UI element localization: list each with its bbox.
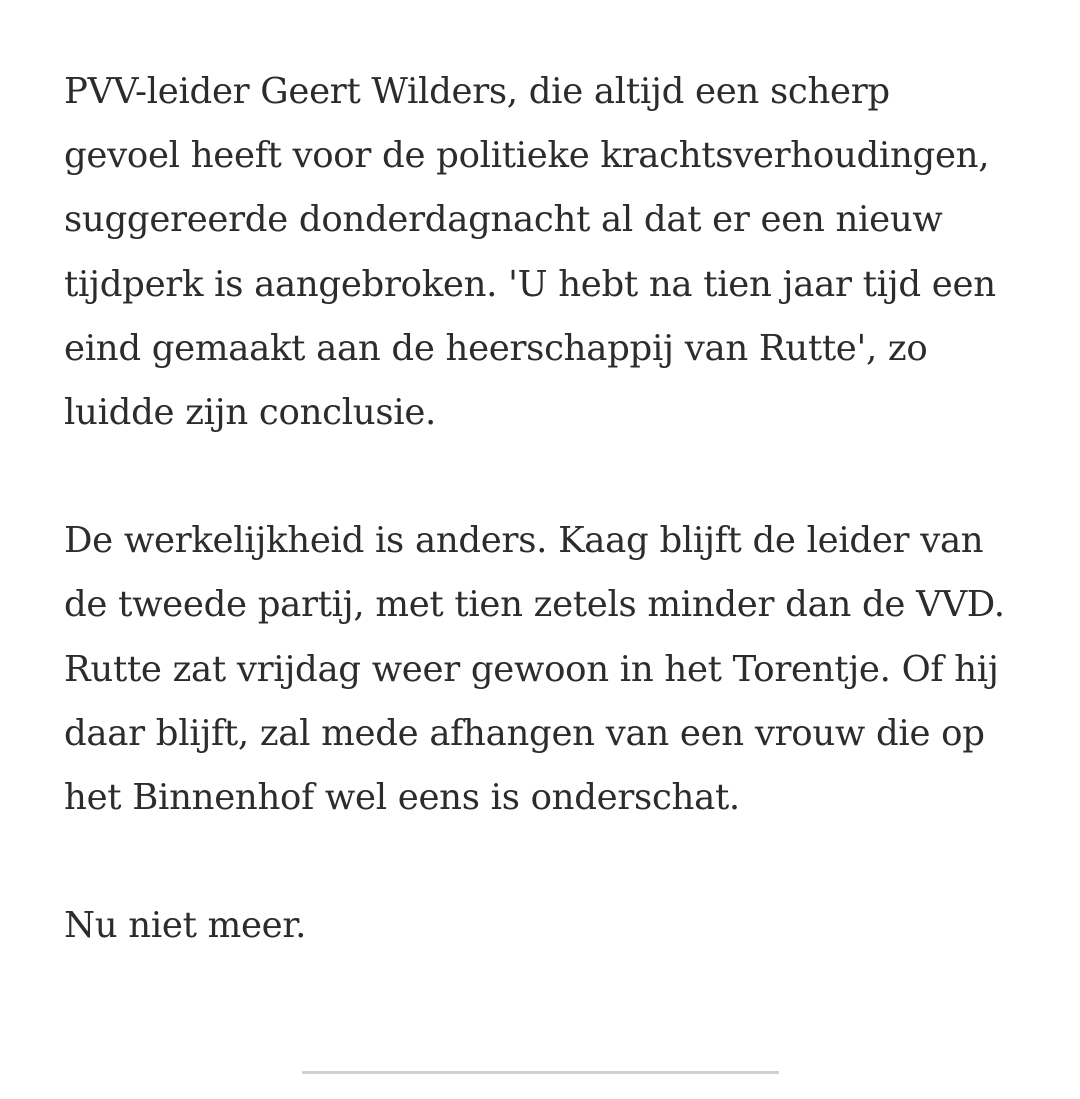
section-divider	[302, 1071, 779, 1074]
article-body	[64, 60, 1024, 958]
article-paragraph-2: De werkelijkheid is anders. Kaag blijft de leider van de tweede partij, met tien zetels minder dan de VVD. Rutte zat vrijdag weer gewoon in het Torentje. Of hij daar blijft, zal mede afhangen van een vrouw die op het Binnenhof wel eens is onderschat.	[64, 520, 1005, 819]
article-paragraph-3: Nu niet meer.	[64, 905, 307, 947]
article-paragraph-1: PVV-leider Geert Wilders, die altijd een scherp gevoel heeft voor de politieke krachtsverhoudingen, suggereerde donderdagnacht al dat er een nieuw tijdperk is aangebroken. 'U hebt na tien jaar tijd een eind gemaakt aan de heerschappij van Rutte', zo luidde zijn conclusie.	[64, 71, 996, 434]
